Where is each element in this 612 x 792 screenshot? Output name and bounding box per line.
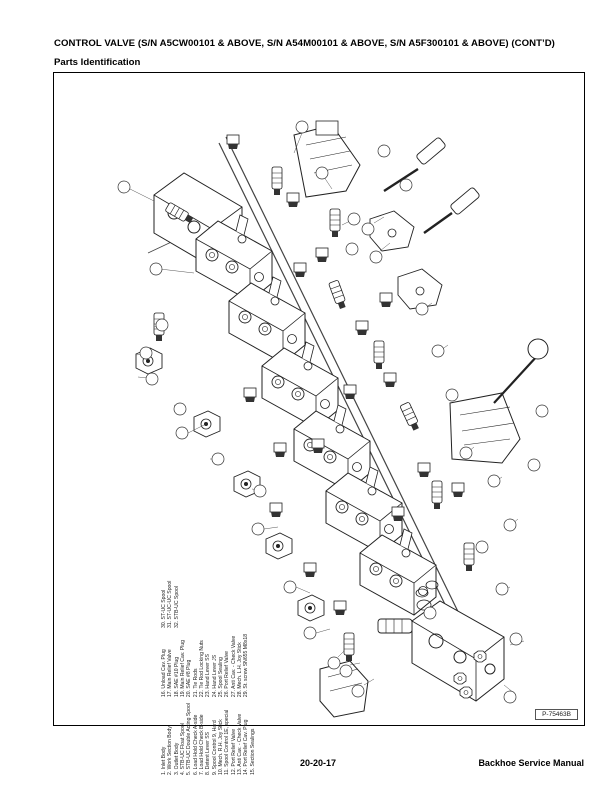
figure-number: P-75463B [535, 709, 578, 720]
legend-item: 20. SAE #8 Plug [186, 659, 193, 698]
legend-item: 6. Load Hold Check A-side [192, 714, 199, 775]
legend-item: 29. St. screw SN655 M8x18 [243, 633, 250, 698]
legend-item: 16. Unload Cav. Plug [161, 649, 167, 698]
legend-item: 25. Spool Sealing [218, 657, 225, 698]
legend-item: 4. STB-UC Float Spool [180, 723, 187, 775]
legend-item: 8. Detent Lever SS [205, 731, 212, 775]
legend-item: 21. Tie Rods [192, 668, 199, 698]
exploded-view-drawing [54, 73, 586, 727]
legend-item: 7. Load Hold Check B-side [199, 714, 206, 775]
page-heading: CONTROL VALVE (S/N A5CW00101 & ABOVE, S/N A54M00101 & ABOVE, S/N A5F300101 & ABOVE) (CONT’D) [54, 38, 555, 49]
legend-item: 1. Inlet Body [161, 746, 167, 775]
legend-column-3 [161, 581, 256, 628]
parts-legend [161, 581, 256, 775]
legend-item: 3. Outlet Body [173, 742, 180, 775]
legend-item: 22. Tie Rod Locking Nuts [199, 640, 206, 698]
section-heading: Parts Identification [54, 57, 141, 68]
manual-title: Backhoe Service Manual [478, 758, 584, 768]
legend-item: 30. ST-UC Spool [161, 589, 167, 628]
legend-item: 13. Anti Cav. - Check Valve [237, 713, 244, 775]
legend-item: 24. Hand Lever JS [211, 654, 218, 698]
legend-item: 12. Port Relief Valve [230, 728, 237, 775]
legend-item: 28. Mech. L.H. Joy Stick [237, 642, 244, 698]
legend-item: 14. Port Relief Cav. Plug [243, 719, 250, 775]
legend-item: 32. STB-UC Spool [173, 586, 180, 628]
legend-item: 26. Port Relief Valve [224, 651, 231, 698]
page-number: 20-20-17 [300, 758, 337, 768]
legend-item: 27. Anti Cav. - Check Valve [230, 635, 237, 698]
legend-item: 19. Main Relief Cav. Plug [180, 639, 187, 698]
legend-item: 10. Mech. R.H. Joy Stick [218, 719, 225, 775]
legend-item: 5. STB-UC Double Acting Spool [186, 703, 193, 775]
legend-item: 9. Spool Control 9, Hard [211, 720, 218, 775]
legend-item: 2. Work Section Body [167, 726, 174, 775]
legend-item: 11. Spool Control 1E, special [224, 709, 231, 775]
legend-item: 23. Hand Lever SS [205, 654, 212, 698]
legend-item: 17. Main Relief Valve [167, 649, 174, 698]
legend-column-1 [161, 703, 256, 775]
legend-item: 15. Section Sealings [249, 728, 256, 775]
legend-item: 18. SAE #10 Plug [173, 656, 180, 698]
legend-column-2 [161, 634, 256, 697]
legend-item: 31. ST-UC-UC Spool [167, 580, 174, 628]
